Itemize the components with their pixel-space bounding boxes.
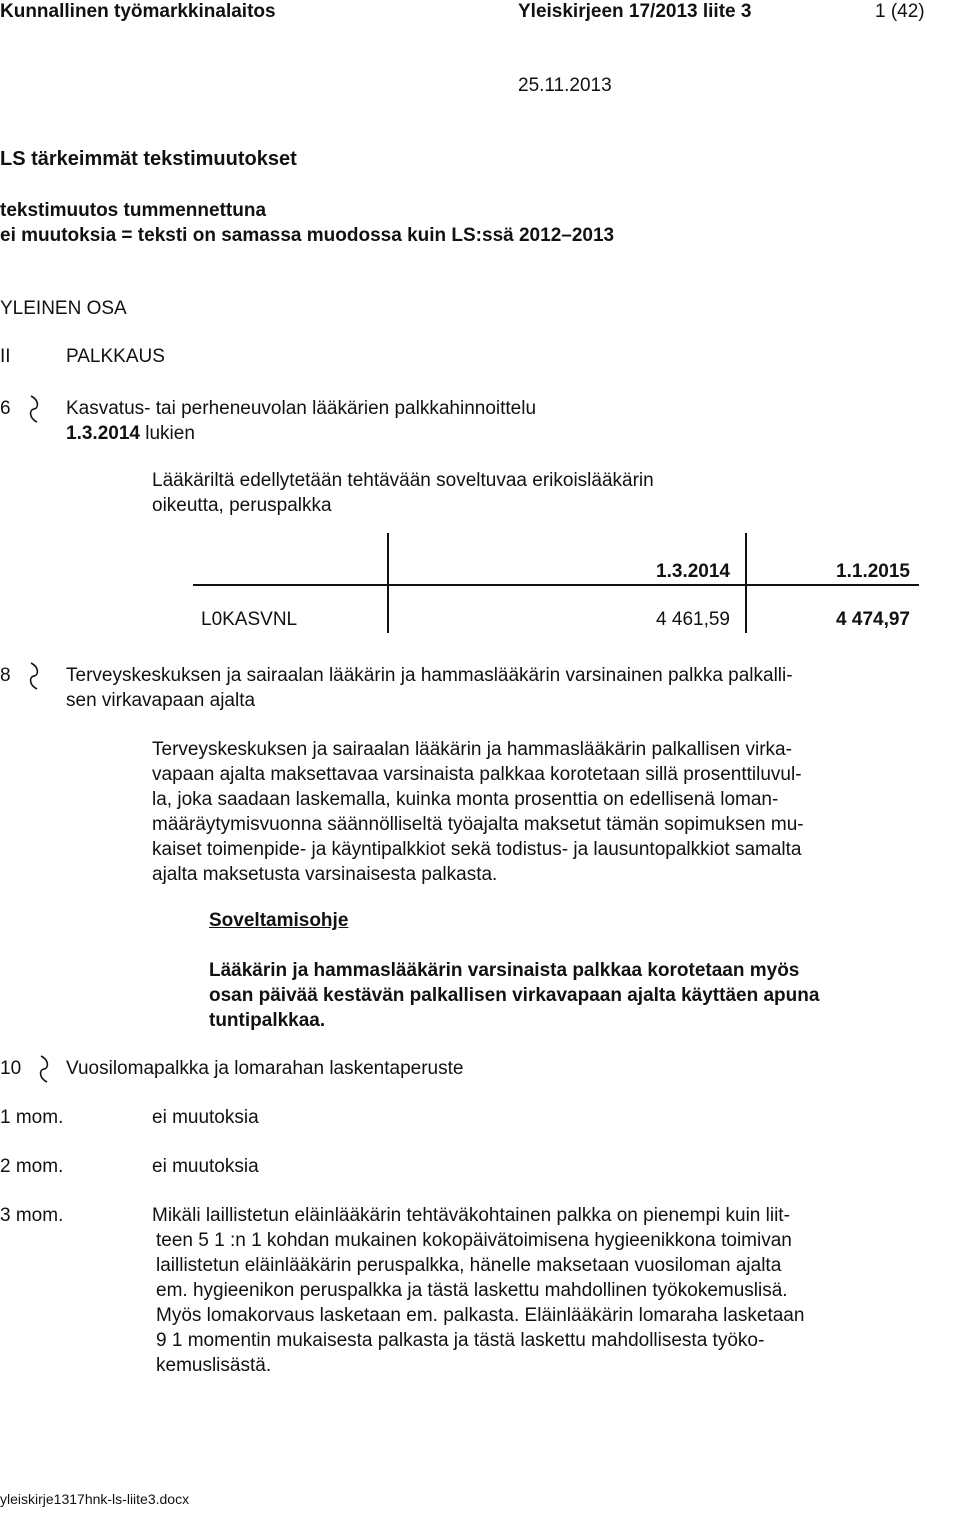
guidance-line: tuntipalkkaa. bbox=[209, 1010, 326, 1031]
table-row-value-2015: 4 474,97 bbox=[836, 609, 910, 630]
body-line: kaiset toimenpide- ja käyntipalkkiot sekä todistus- ja lausuntopalkkiot samalta bbox=[152, 839, 802, 860]
legend-no-changes: ei muutoksia = teksti on samassa muodossa kuin LS:ssä 2012–2013 bbox=[0, 225, 615, 246]
moment-3-line: 9 1 momentin mukaisesta palkasta ja tästä laskettu mahdollisesta työko- bbox=[156, 1330, 765, 1351]
circular-reference: Yleiskirjeen 17/2013 liite 3 bbox=[518, 1, 752, 22]
table-row-code: L0KASVNL bbox=[201, 609, 298, 630]
body-line: vapaan ajalta maksettavaa varsinaista palkkaa korotetaan sillä prosenttiluvul- bbox=[152, 764, 802, 785]
guidance-line: osan päivää kestävän palkallisen virkavapaan ajalta käyttäen apuna bbox=[209, 985, 820, 1006]
section-sign-icon bbox=[36, 1055, 52, 1083]
body-line: la, joka saadaan laskemalla, kuinka monta prosenttia on edellisenä loman- bbox=[152, 789, 779, 810]
table-row-value-2014: 4 461,59 bbox=[656, 609, 730, 630]
table-rule bbox=[193, 584, 919, 586]
section-6-number: 6 bbox=[0, 398, 11, 419]
footer-filename: yleiskirje1317hnk-ls-liite3.docx bbox=[0, 1491, 190, 1507]
table-header-2015: 1.1.2015 bbox=[836, 561, 910, 582]
page-number: 1 (42) bbox=[875, 1, 925, 22]
part-heading: YLEINEN OSA bbox=[0, 298, 127, 319]
body-line: määräytymisvuonna säännölliseltä työajalta maksetut tämän sopimuksen mu- bbox=[152, 814, 804, 835]
body-line: Terveyskeskuksen ja sairaalan lääkärin ja hammaslääkärin palkallisen virka- bbox=[152, 739, 792, 760]
guidance-line: Lääkärin ja hammaslääkärin varsinaista palkkaa korotetaan myös bbox=[209, 960, 800, 981]
moment-3-line: Mikäli laillistetun eläinlääkärin tehtäväkohtainen palkka on pienempi kuin liit- bbox=[152, 1205, 790, 1226]
document-title: LS tärkeimmät tekstimuutokset bbox=[0, 148, 297, 170]
section-8-number: 8 bbox=[0, 665, 11, 686]
chapter-title: PALKKAUS bbox=[66, 346, 165, 367]
moment-3-label: 3 mom. bbox=[0, 1205, 64, 1226]
table-divider bbox=[387, 533, 389, 633]
guidance-heading: Soveltamisohje bbox=[209, 910, 349, 931]
moment-2-text: ei muutoksia bbox=[152, 1156, 259, 1177]
chapter-number: II bbox=[0, 346, 11, 367]
section-10-number: 10 bbox=[0, 1058, 22, 1079]
document-date: 25.11.2013 bbox=[518, 75, 612, 96]
section-8-title-cont: sen virkavapaan ajalta bbox=[66, 690, 256, 711]
body-line: ajalta maksetusta varsinaisesta palkasta. bbox=[152, 864, 498, 885]
moment-3-line: em. hygieenikon peruspalkka ja tästä laskettu mahdollinen työkokemuslisä. bbox=[156, 1280, 788, 1301]
section-sign-icon bbox=[26, 395, 42, 423]
moment-1-label: 1 mom. bbox=[0, 1107, 64, 1128]
moment-2-label: 2 mom. bbox=[0, 1156, 64, 1177]
moment-3-line: laillistetun eläinlääkärin peruspalkka, hänelle maksetaan vuosiloman ajalta bbox=[156, 1255, 782, 1276]
section-10-title: Vuosilomapalkka ja lomarahan laskentaperuste bbox=[66, 1058, 464, 1079]
section-6-description-cont: oikeutta, peruspalkka bbox=[152, 495, 332, 516]
section-6-title: Kasvatus- tai perheneuvolan lääkärien palkkahinnoittelu bbox=[66, 398, 537, 419]
effective-date: 1.3.2014 bbox=[66, 423, 140, 444]
legend-bold-changes: tekstimuutos tummennettuna bbox=[0, 200, 267, 221]
section-sign-icon bbox=[26, 662, 42, 690]
moment-3-line: Myös lomakorvaus lasketaan em. palkasta. Eläinlääkärin lomaraha lasketaan bbox=[156, 1305, 805, 1326]
section-6-effective bbox=[66, 422, 195, 446]
section-6-description: Lääkäriltä edellytetään tehtävään soveltuvaa erikoislääkärin bbox=[152, 470, 654, 491]
moment-1-text: ei muutoksia bbox=[152, 1107, 259, 1128]
table-header-2014: 1.3.2014 bbox=[656, 561, 730, 582]
org-name: Kunnallinen työmarkkinalaitos bbox=[0, 1, 276, 22]
section-8-title: Terveyskeskuksen ja sairaalan lääkärin ja hammaslääkärin varsinainen palkka palkalli- bbox=[66, 665, 793, 686]
effective-suffix: lukien bbox=[139, 423, 195, 444]
moment-3-line: teen 5 1 :n 1 kohdan mukainen kokopäivätoimisena hygieenikkona toimivan bbox=[156, 1230, 792, 1251]
moment-3-line: kemuslisästä. bbox=[156, 1355, 272, 1376]
